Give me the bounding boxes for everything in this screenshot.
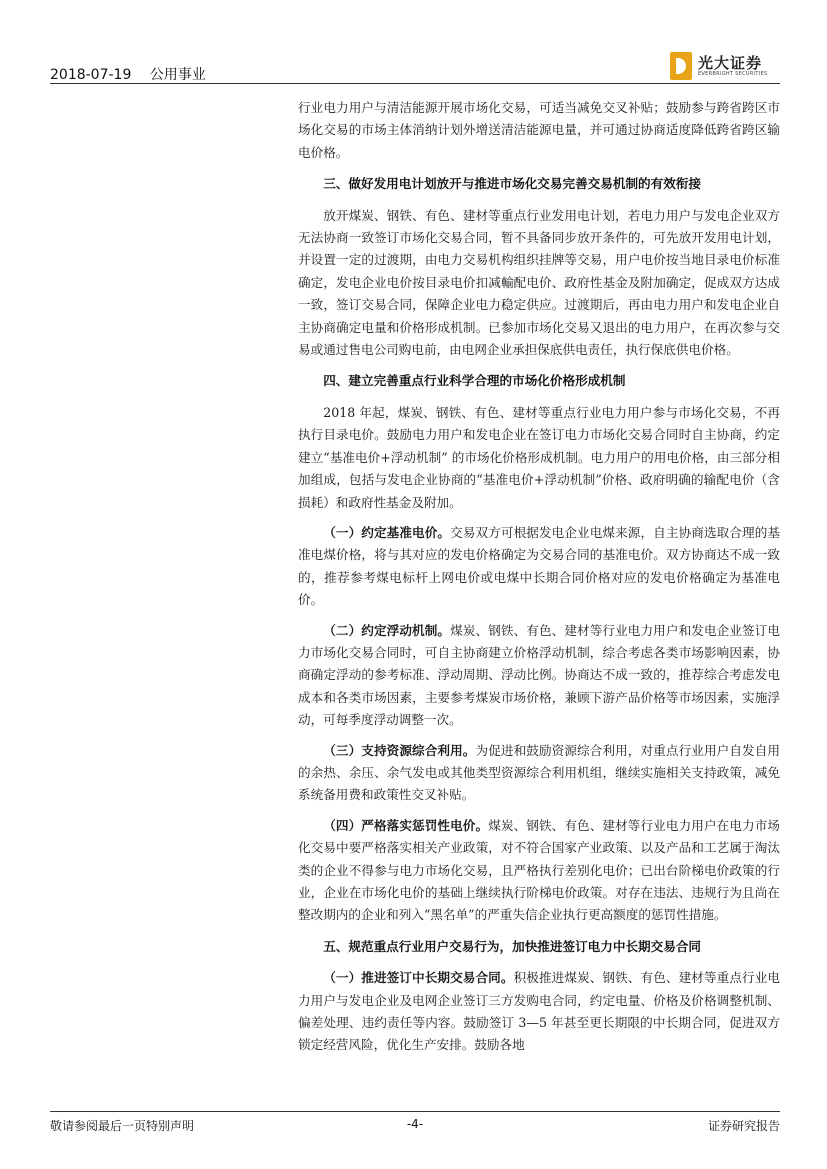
footer-divider bbox=[50, 1111, 780, 1112]
subsection-5-1-text: 积极推进煤炭、钢铁、有色、建材等重点行业电力用户与发电企业及电网企业签订三方发购电合同，约定电量、价格及价格调整机制、偏差处理、违约责任等内容。鼓励签订 3—5 年甚至更长期限的中长期合同，促进双方锁定经营风险，优化生产安排。鼓励各地 bbox=[298, 970, 781, 1053]
subsection-4-1-label: （一）约定基准电价。 bbox=[323, 524, 451, 540]
header-divider bbox=[50, 83, 780, 84]
footer-disclaimer: 敬请参阅最后一页特别声明 bbox=[50, 1119, 195, 1133]
subsection-5-1 bbox=[298, 967, 780, 1057]
header-date-category: 2018-07-19 公用事业 bbox=[50, 67, 206, 83]
subsection-4-3-label: （三）支持资源综合利用。 bbox=[323, 742, 476, 758]
page-footer bbox=[50, 1117, 780, 1137]
section-3-paragraph: 放开煤炭、钢铁、有色、建材等重点行业发用电计划，若电力用户与发电企业双方无法协商一致签订市场化交易合同，暂不具备同步放开条件的，可先放开发用电计划，并设置一定的过渡期，由电力交易机构组织挂牌等交易，用户电价按当地目录电价标准确定，发电企业电价按目录电价扣减輸配电价、政府性基金及附加确定，促成双方达成一致，签订交易合同，保障企业电力稳定供应。过渡期后，再由电力用户和发电企业自主协商确定电量和价格形成机制。已参加市场化交易又退出的电力用户，在再次参与交易或通过售电公司购电前，由电网企业承担保底供电责任，执行保底供电价格。 bbox=[298, 207, 780, 358]
subsection-4-1 bbox=[298, 522, 780, 612]
page-number: -4- bbox=[406, 1117, 424, 1131]
page-header bbox=[50, 48, 780, 83]
subsection-4-4-label: （四）严格落实惩罚性电价。 bbox=[323, 817, 489, 833]
footer-report-type: 证券研究报告 bbox=[707, 1119, 780, 1133]
section-4-paragraph: 2018 年起，煤炭、钢铁、有色、建材等重点行业电力用户参与市场化交易，不再执行目录电价。鼓励电力用户和发电企业在签订电力市场化交易合同时自主协商，约定建立“基准电价+浮动机制” 的市场化价格形成机制。电力用户的用电价格，由三部分相加组成，包括与发电企业协商的“基准电价+浮动机制”价格、政府明确的输配电价（含损耗）和政府性基金及附加。 bbox=[298, 404, 780, 510]
brand-logo bbox=[670, 52, 780, 80]
subsection-5-1-label: （一）推进签订中长期交易合同。 bbox=[323, 970, 514, 986]
section-3-heading: 三、做好发用电计划放开与推进市场化交易完善交易机制的有效衔接 bbox=[323, 176, 701, 192]
subsection-4-4 bbox=[298, 815, 780, 927]
subsection-4-2 bbox=[298, 620, 780, 732]
subsection-4-4-text: 煤炭、钢铁、有色、建材等行业电力用户在电力市场化交易中要严格落实相关产业政策，对不符合国家产业政策、以及产品和工艺属于淘汰类的企业不得参与电力市场化交易，且严格执行差别化电价；已出台阶梯电价政策的行业，企业在市场化电价的基础上继续执行阶梯电价政策。对存在违法、违规行为且尚在整改期内的企业和列入“黑名单”的严重失信企业执行更高额度的惩罚性措施。 bbox=[298, 817, 781, 923]
section-5-heading: 五、规范重点行业用户交易行为，加快推进签订电力中长期交易合同 bbox=[323, 938, 701, 954]
intro-paragraph: 行业电力用户与清洁能源开展市场化交易，可适当减免交叉补贴；鼓励参与跨省跨区市场化交易的市场主体消纳计划外增送清洁能源电量，并可通过协商适度降低跨省跨区输电价格。 bbox=[298, 100, 780, 160]
subsection-4-3-text: 为促进和鼓励资源综合利用，对重点行业用户自发自用的余热、余压、余气发电或其他类型资源综合利用机组，继续实施相关支持政策，减免系统备用费和政策性交叉补贴。 bbox=[298, 742, 781, 803]
logo-name-en: EVERBRIGHT SECURITIES bbox=[698, 71, 768, 77]
section-4-heading: 四、建立完善重点行业科学合理的市场化价格形成机制 bbox=[323, 373, 626, 389]
logo-name-cn: 光大证券 bbox=[698, 54, 763, 72]
subsection-4-2-text: 煤炭、钢铁、有色、建材等行业电力用户和发电企业签订电力市场化交易合同时，可自主协商建立价格浮动机制，综合考虑各类市场影响因素，协商确定浮动的参考标准、浮动周期、浮动比例。协商达不成一致的，推荐综合考虑发电成本和各类市场因素，主要参考煤炭市场价格，兼顾下游产品价格等市场因素，实施浮动，可每季度浮动调整一次。 bbox=[298, 622, 781, 728]
logo-mark-icon bbox=[670, 52, 692, 80]
subsection-4-3 bbox=[298, 740, 780, 807]
report-body bbox=[298, 97, 780, 1057]
subsection-4-2-label: （二）约定浮动机制。 bbox=[323, 622, 451, 638]
subsection-4-1-text: 交易双方可根据发电企业电煤来源，自主协商选取合理的基准电煤价格，将与其对应的发电价格确定为交易合同的基准电价。双方协商达不成一致的，推荐参考煤电标杆上网电价或电煤中长期合同价格对应的发电价格确定为基准电价。 bbox=[298, 524, 781, 608]
